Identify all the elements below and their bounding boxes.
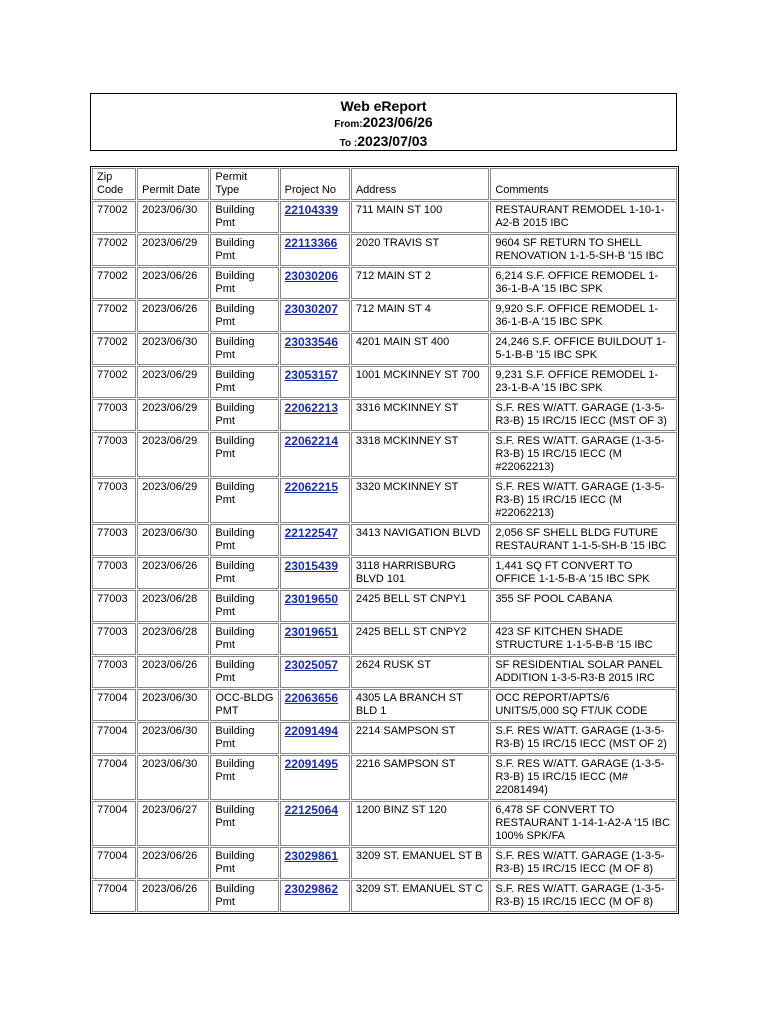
permit-type-cell: Building Pmt (210, 847, 278, 879)
project-no-cell (280, 524, 350, 556)
permit-date-cell: 2023/06/29 (137, 234, 209, 266)
permit-type-cell: Building Pmt (210, 623, 278, 655)
zip-cell: 77003 (92, 399, 136, 431)
address-cell: 3118 HARRISBURG BLVD 101 (351, 557, 489, 589)
address-cell: 711 MAIN ST 100 (351, 201, 489, 233)
zip-cell: 77002 (92, 366, 136, 398)
zip-cell: 77002 (92, 333, 136, 365)
project-no-cell (280, 267, 350, 299)
project-no-cell (280, 801, 350, 846)
permit-type-cell: Building Pmt (210, 234, 278, 266)
permit-date-cell: 2023/06/26 (137, 300, 209, 332)
project-link[interactable]: 22091494 (284, 724, 338, 738)
comments-cell: SF RESIDENTIAL SOLAR PANEL ADDITION 1-3-5-R3-B 2015 IRC (490, 656, 677, 688)
project-link[interactable]: 23053157 (284, 368, 338, 382)
address-cell: 3320 MCKINNEY ST (351, 478, 489, 523)
to-date: 2023/07/03 (357, 133, 428, 149)
comments-cell: 9,920 S.F. OFFICE REMODEL 1-36-1-B-A '15 IBC SPK (490, 300, 677, 332)
project-link[interactable]: 23015439 (284, 559, 338, 573)
table-row (92, 689, 677, 721)
address-cell: 1001 MCKINNEY ST 700 (351, 366, 489, 398)
zip-cell: 77002 (92, 201, 136, 233)
address-cell: 3316 MCKINNEY ST (351, 399, 489, 431)
permit-date-cell: 2023/06/26 (137, 880, 209, 912)
project-link[interactable]: 22104339 (284, 203, 338, 217)
permit-date-cell: 2023/06/26 (137, 557, 209, 589)
comments-cell: S.F. RES W/ATT. GARAGE (1-3-5-R3-B) 15 IRC/15 IECC (M #22062213) (490, 478, 677, 523)
permit-type-cell: Building Pmt (210, 656, 278, 688)
table-row (92, 201, 677, 233)
table-row (92, 656, 677, 688)
from-date: 2023/06/26 (362, 114, 433, 130)
zip-cell: 77003 (92, 656, 136, 688)
permit-date-cell: 2023/06/28 (137, 590, 209, 622)
zip-cell: 77004 (92, 801, 136, 846)
address-cell: 2216 SAMPSON ST (351, 755, 489, 800)
permit-date-cell: 2023/06/30 (137, 524, 209, 556)
zip-cell: 77004 (92, 689, 136, 721)
project-no-cell (280, 333, 350, 365)
zip-cell: 77002 (92, 300, 136, 332)
comments-cell: 24,246 S.F. OFFICE BUILDOUT 1-5-1-B-B '15 IBC SPK (490, 333, 677, 365)
address-cell: 2214 SAMPSON ST (351, 722, 489, 754)
address-cell: 3209 ST. EMANUEL ST B (351, 847, 489, 879)
comments-cell: OCC REPORT/APTS/6 UNITS/5,000 SQ FT/UK CODE (490, 689, 677, 721)
address-cell: 2624 RUSK ST (351, 656, 489, 688)
project-link[interactable]: 22122547 (284, 526, 338, 540)
permit-date-cell: 2023/06/29 (137, 399, 209, 431)
zip-cell: 77003 (92, 478, 136, 523)
address-cell: 3413 NAVIGATION BLVD (351, 524, 489, 556)
permit-type-cell: Building Pmt (210, 201, 278, 233)
permit-type-cell: Building Pmt (210, 399, 278, 431)
permit-date-cell: 2023/06/29 (137, 432, 209, 477)
to-label: To : (339, 138, 358, 149)
permit-date-cell: 2023/06/30 (137, 722, 209, 754)
comments-cell: 355 SF POOL CABANA (490, 590, 677, 622)
zip-cell: 77003 (92, 623, 136, 655)
address-cell: 3209 ST. EMANUEL ST C (351, 880, 489, 912)
permit-type-cell: Building Pmt (210, 880, 278, 912)
project-link[interactable]: 23029861 (284, 849, 338, 863)
permit-type-cell: Building Pmt (210, 557, 278, 589)
project-link[interactable]: 22062214 (284, 434, 338, 448)
project-link[interactable]: 22091495 (284, 757, 338, 771)
table-row (92, 623, 677, 655)
permit-date-cell: 2023/06/29 (137, 366, 209, 398)
comments-cell: S.F. RES W/ATT. GARAGE (1-3-5-R3-B) 15 IRC/15 IECC (M OF 8) (490, 880, 677, 912)
project-no-cell (280, 722, 350, 754)
permit-table (90, 166, 679, 914)
project-no-cell (280, 432, 350, 477)
project-no-cell (280, 689, 350, 721)
permit-type-cell: Building Pmt (210, 333, 278, 365)
comments-cell: S.F. RES W/ATT. GARAGE (1-3-5-R3-B) 15 IRC/15 IECC (MST OF 3) (490, 399, 677, 431)
permit-date-cell: 2023/06/28 (137, 623, 209, 655)
project-no-cell (280, 234, 350, 266)
col-header-date: Permit Date (137, 168, 209, 200)
address-cell: 712 MAIN ST 4 (351, 300, 489, 332)
zip-cell: 77003 (92, 590, 136, 622)
permit-date-cell: 2023/06/27 (137, 801, 209, 846)
comments-cell: 1,441 SQ FT CONVERT TO OFFICE 1-1-5-B-A '15 IBC SPK (490, 557, 677, 589)
project-no-cell (280, 366, 350, 398)
zip-cell: 77002 (92, 234, 136, 266)
comments-cell: S.F. RES W/ATT. GARAGE (1-3-5-R3-B) 15 IRC/15 IECC (M OF 8) (490, 847, 677, 879)
table-row (92, 722, 677, 754)
permit-date-cell: 2023/06/26 (137, 656, 209, 688)
table-row (92, 234, 677, 266)
project-link[interactable]: 23030206 (284, 269, 338, 283)
table-row (92, 366, 677, 398)
permit-type-cell: Building Pmt (210, 755, 278, 800)
zip-cell: 77003 (92, 432, 136, 477)
permit-type-cell: Building Pmt (210, 524, 278, 556)
permit-type-cell: OCC-BLDG PMT (210, 689, 278, 721)
zip-cell: 77003 (92, 557, 136, 589)
permit-type-cell: Building Pmt (210, 300, 278, 332)
project-link[interactable]: 22062213 (284, 401, 338, 415)
project-link[interactable]: 23029862 (284, 882, 338, 896)
comments-cell: S.F. RES W/ATT. GARAGE (1-3-5-R3-B) 15 IRC/15 IECC (M# 22081494) (490, 755, 677, 800)
project-no-cell (280, 847, 350, 879)
table-row (92, 590, 677, 622)
permit-type-cell: Building Pmt (210, 801, 278, 846)
table-row (92, 801, 677, 846)
address-cell: 2425 BELL ST CNPY2 (351, 623, 489, 655)
project-link[interactable]: 23033546 (284, 335, 338, 349)
project-no-cell (280, 557, 350, 589)
project-no-cell (280, 880, 350, 912)
project-link[interactable]: 22063656 (284, 691, 338, 705)
permit-type-cell: Building Pmt (210, 722, 278, 754)
comments-cell: RESTAURANT REMODEL 1-10-1-A2-B 2015 IBC (490, 201, 677, 233)
address-cell: 2020 TRAVIS ST (351, 234, 489, 266)
project-no-cell (280, 300, 350, 332)
col-header-zip: Zip Code (92, 168, 136, 200)
address-cell: 2425 BELL ST CNPY1 (351, 590, 489, 622)
zip-cell: 77003 (92, 524, 136, 556)
project-link[interactable]: 22125064 (284, 803, 338, 817)
address-cell: 3318 MCKINNEY ST (351, 432, 489, 477)
table-row (92, 267, 677, 299)
col-header-comments: Comments (490, 168, 677, 200)
table-row (92, 880, 677, 912)
permit-type-cell: Building Pmt (210, 478, 278, 523)
permit-type-cell: Building Pmt (210, 366, 278, 398)
project-link[interactable]: 23019650 (284, 592, 338, 606)
permit-type-cell: Building Pmt (210, 432, 278, 477)
project-no-cell (280, 755, 350, 800)
project-no-cell (280, 623, 350, 655)
table-row (92, 399, 677, 431)
col-header-type: Permit Type (210, 168, 278, 200)
permit-date-cell: 2023/06/30 (137, 689, 209, 721)
permit-date-cell: 2023/06/30 (137, 755, 209, 800)
table-row (92, 557, 677, 589)
permit-type-cell: Building Pmt (210, 590, 278, 622)
project-link[interactable]: 22113366 (284, 236, 338, 250)
permit-date-cell: 2023/06/29 (137, 478, 209, 523)
table-row (92, 300, 677, 332)
project-link[interactable]: 22062215 (284, 480, 338, 494)
comments-cell: 9604 SF RETURN TO SHELL RENOVATION 1-1-5-SH-B '15 IBC (490, 234, 677, 266)
project-no-cell (280, 399, 350, 431)
zip-cell: 77004 (92, 880, 136, 912)
address-cell: 1200 BINZ ST 120 (351, 801, 489, 846)
permit-date-cell: 2023/06/30 (137, 201, 209, 233)
report-title: Web eReport (340, 98, 427, 114)
project-link[interactable]: 23019651 (284, 625, 338, 639)
from-label: From: (334, 119, 363, 130)
project-no-cell (280, 590, 350, 622)
table-header-row (92, 168, 677, 200)
permit-date-cell: 2023/06/30 (137, 333, 209, 365)
table-row (92, 847, 677, 879)
comments-cell: 9,231 S.F. OFFICE REMODEL 1-23-1-B-A '15 IBC SPK (490, 366, 677, 398)
table-row (92, 755, 677, 800)
permit-type-cell: Building Pmt (210, 267, 278, 299)
address-cell: 4305 LA BRANCH ST BLD 1 (351, 689, 489, 721)
col-header-address: Address (351, 168, 489, 200)
comments-cell: S.F. RES W/ATT. GARAGE (1-3-5-R3-B) 15 IRC/15 IECC (M #22062213) (490, 432, 677, 477)
table-body (92, 201, 677, 912)
permit-date-cell: 2023/06/26 (137, 847, 209, 879)
address-cell: 4201 MAIN ST 400 (351, 333, 489, 365)
table-row (92, 333, 677, 365)
zip-cell: 77004 (92, 847, 136, 879)
project-no-cell (280, 478, 350, 523)
address-cell: 712 MAIN ST 2 (351, 267, 489, 299)
comments-cell: 6,478 SF CONVERT TO RESTAURANT 1-14-1-A2-A '15 IBC 100% SPK/FA (490, 801, 677, 846)
table-row (92, 478, 677, 523)
col-header-project: Project No (280, 168, 350, 200)
comments-cell: 2,056 SF SHELL BLDG FUTURE RESTAURANT 1-1-5-SH-B '15 IBC (490, 524, 677, 556)
zip-cell: 77004 (92, 722, 136, 754)
comments-cell: 423 SF KITCHEN SHADE STRUCTURE 1-1-5-B-B '15 IBC (490, 623, 677, 655)
comments-cell: 6,214 S.F. OFFICE REMODEL 1-36-1-B-A '15 IBC SPK (490, 267, 677, 299)
table-row (92, 524, 677, 556)
permit-date-cell: 2023/06/26 (137, 267, 209, 299)
zip-cell: 77002 (92, 267, 136, 299)
zip-cell: 77004 (92, 755, 136, 800)
project-link[interactable]: 23030207 (284, 302, 338, 316)
table-row (92, 432, 677, 477)
comments-cell: S.F. RES W/ATT. GARAGE (1-3-5-R3-B) 15 IRC/15 IECC (MST OF 2) (490, 722, 677, 754)
project-no-cell (280, 201, 350, 233)
project-link[interactable]: 23025057 (284, 658, 338, 672)
project-no-cell (280, 656, 350, 688)
